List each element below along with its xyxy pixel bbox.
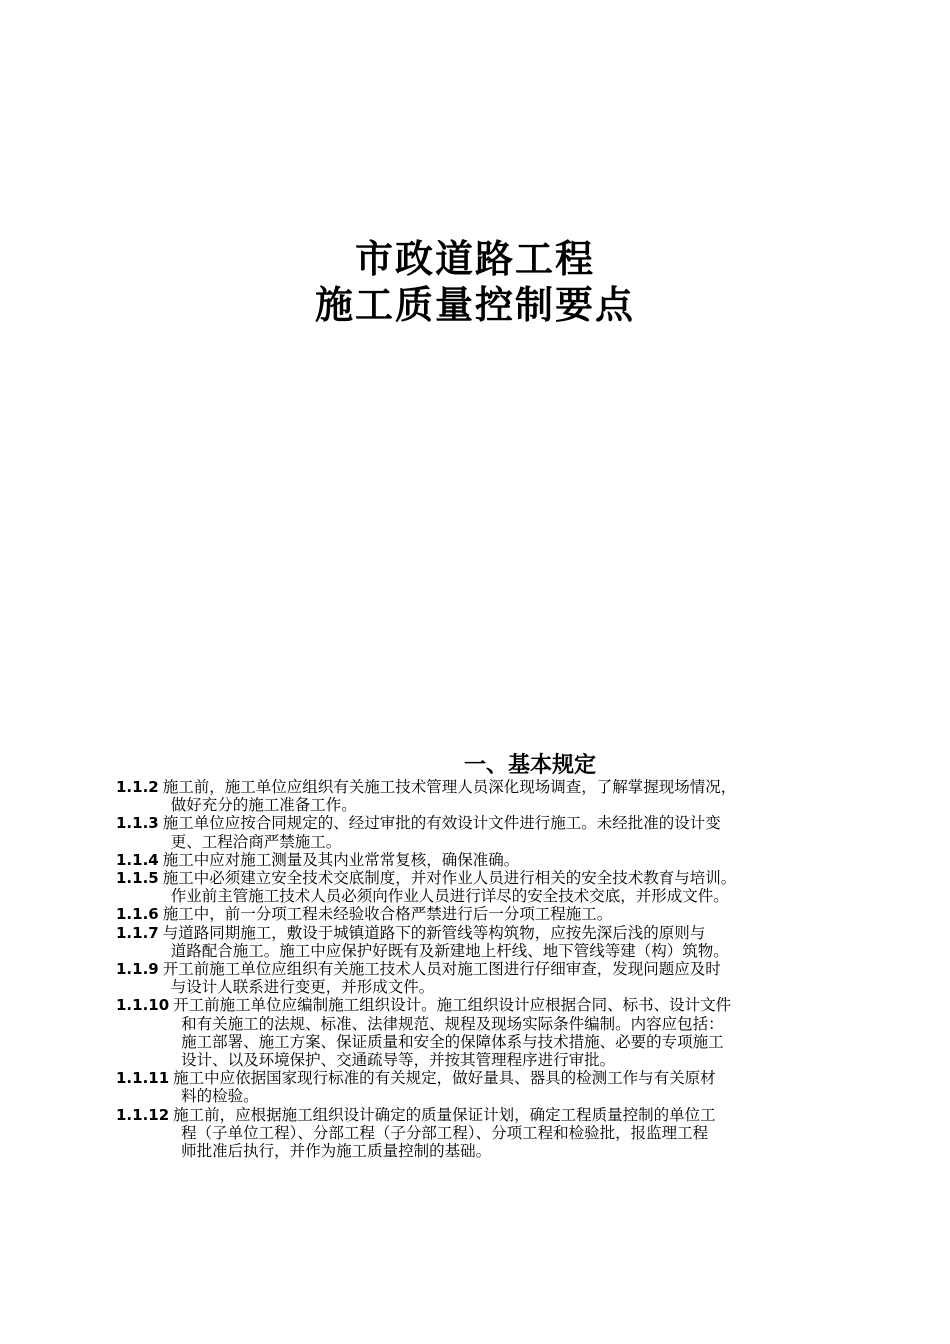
title-line-2: 施工质量控制要点 [314, 283, 635, 327]
clause-item [116, 814, 876, 850]
clause-number: 1.1.6 [116, 905, 159, 924]
clause-number: 1.1.5 [116, 869, 159, 888]
clause-text [173, 1106, 876, 1161]
clause-number: 1.1.4 [116, 850, 159, 869]
clause-text-line: 料的检验。 [181, 1087, 259, 1106]
clause-text-line: 作业前主管施工技术人员必须向作业人员进行详尽的安全技术交底，并形成文件。 [170, 887, 729, 906]
clause-text-line: 与设计人联系进行变更，并形成文件。 [170, 978, 435, 997]
clause-item [116, 960, 876, 996]
clause-text-line: 施工中应依据国家现行标准的有关规定，做好量具、器具的检测工作与有关原材 [173, 1069, 716, 1088]
document-title [0, 236, 950, 328]
clause-text-line: 师批准后执行，并作为施工质量控制的基础。 [181, 1142, 492, 1161]
clause-text-line: 施工前，应根据施工组织设计确定的质量保证计划，确定工程质量控制的单位工 [173, 1105, 716, 1124]
clause-text [163, 905, 876, 923]
clause-text [173, 1069, 876, 1105]
clause-list [116, 778, 876, 1160]
clause-text-line: 施工中必须建立安全技术交底制度，并对作业人员进行相关的安全技术教育与培训。 [162, 869, 737, 888]
clause-text-line: 施工单位应按合同规定的、经过审批的有效设计文件进行施工。未经批准的设计变 [162, 814, 721, 833]
clause-item [116, 905, 876, 923]
section-heading: 一、基本规定 [463, 753, 596, 778]
clause-item [116, 996, 876, 1069]
clause-text-line: 开工前施工单位应组织有关施工技术人员对施工图进行仔细审查，发现问题应及时 [162, 960, 721, 979]
clause-text [163, 778, 876, 814]
clause-text-line: 设计、以及环境保护、交通疏导等，并按其管理程序进行审批。 [181, 1051, 616, 1070]
clause-text [173, 996, 876, 1069]
clause-text-line: 施工前，施工单位应组织有关施工技术管理人员深化现场调查，了解掌握现场情况， [162, 778, 737, 796]
clause-number: 1.1.11 [116, 1069, 170, 1088]
clause-text-line: 与道路同期施工，敷设于城镇道路下的新管线等构筑物，应按先深后浅的原则与 [162, 923, 706, 942]
clause-text-line: 和有关施工的法规、标准、法律规范、规程及现场实际条件编制。内容应包括： [181, 1014, 724, 1033]
clause-text-line: 施工中应对施工测量及其内业常常复核，确保准确。 [162, 850, 520, 869]
clause-text-line: 程（子单位工程）、分部工程（子分部工程）、分项工程和检验批，报监理工程 [181, 1123, 709, 1142]
clause-text [163, 814, 876, 850]
clause-number: 1.1.9 [116, 960, 159, 979]
clause-text [163, 869, 876, 905]
clause-number: 1.1.7 [116, 923, 159, 942]
clause-text-line: 做好充分的施工准备工作。 [170, 796, 357, 815]
clause-item [116, 1106, 876, 1161]
clause-text-line: 更、工程洽商严禁施工。 [170, 832, 342, 851]
clause-number: 1.1.2 [116, 778, 159, 796]
clause-item [116, 869, 876, 905]
clause-item [116, 1069, 876, 1105]
clause-number: 1.1.12 [116, 1105, 170, 1124]
clause-text-line: 施工部署、施工方案、保证质量和安全的保障体系与技术措施、必要的专项施工 [181, 1032, 724, 1051]
clause-text [163, 960, 876, 996]
clause-text-line: 施工中，前一分项工程未经验收合格严禁进行后一分项工程施工。 [162, 905, 613, 924]
title-line-1: 市政道路工程 [354, 237, 595, 281]
clause-text-line: 开工前施工单位应编制施工组织设计。施工组织设计应根据合同、标书、设计文件 [173, 996, 732, 1015]
clause-text [163, 924, 876, 960]
clause-number: 1.1.3 [116, 814, 159, 833]
clause-number: 1.1.10 [116, 996, 170, 1015]
clause-item [116, 924, 876, 960]
clause-text [163, 851, 876, 869]
clause-text-line: 道路配合施工。施工中应保护好既有及新建地上杆线、地下管线等建（构）筑物。 [170, 941, 729, 960]
clause-item [116, 851, 876, 869]
clause-item [116, 778, 876, 814]
